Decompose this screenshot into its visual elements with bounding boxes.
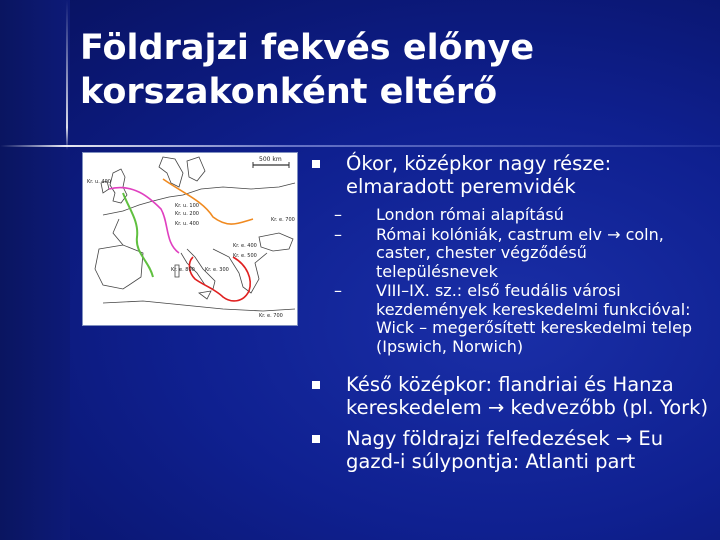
historical-map-image: [82, 152, 298, 326]
bullet-text: Nagy földrajzi felfedezések → Eu gazd-i súlypontja: Atlanti part: [346, 427, 664, 473]
map-label: Kr. e. 700: [271, 217, 295, 223]
sub-bullet-text: Római kolóniák, castrum elv → coln, caster, chester végződésű településnevek: [376, 224, 664, 281]
map-label: Kr. e. 400: [233, 243, 257, 249]
bullet-item: [312, 373, 712, 419]
map-label: Kr. e. 500: [233, 253, 257, 259]
bullet-square-icon: [312, 381, 320, 389]
map-label: Kr. e. 700: [259, 313, 283, 319]
decor-vertical-line: [66, 0, 68, 150]
dash-icon: –: [334, 224, 342, 244]
map-label: Kr. u. 400: [87, 179, 111, 185]
sub-bullet-text: VIII–IX. sz.: első feudális városi kezdemények kereskedelmi funkcióval: Wick – megerősített kereskedelmi telep (Ipswich, Norwich): [376, 281, 693, 356]
sub-bullet-item: [312, 226, 712, 282]
map-label: Kr. u. 400: [175, 221, 199, 227]
dash-icon: –: [334, 205, 342, 224]
sub-bullet-item: [312, 282, 712, 356]
sub-bullet-text: London római alapítású: [376, 205, 564, 224]
bullet-item: [312, 427, 712, 473]
bullet-square-icon: [312, 435, 320, 443]
scale-label: 500 km: [259, 156, 282, 163]
map-label: Kr. u. 200: [175, 211, 199, 217]
bullet-text: Ókor, középkor nagy része: elmaradott peremvidék: [346, 152, 612, 198]
left-decor-band: [0, 0, 70, 540]
bullet-item: [312, 152, 712, 198]
sub-bullet-item: [312, 206, 712, 225]
dash-icon: –: [334, 281, 342, 300]
slide-title: Földrajzi fekvés előnye korszakonként eltérő: [80, 28, 535, 112]
bullet-square-icon: [312, 160, 320, 168]
europe-map-svg: [83, 153, 297, 325]
map-label: Kr. u. 100: [175, 203, 199, 209]
decor-horizontal-line: [0, 145, 720, 147]
bullet-text: Késő középkor: flandriai és Hanza kereskedelem → kedvezőbb (pl. York): [346, 373, 709, 419]
map-label: Kr. e. 800: [171, 267, 195, 273]
map-label: Kr. e. 300: [205, 267, 229, 273]
bullet-list: [312, 152, 712, 481]
